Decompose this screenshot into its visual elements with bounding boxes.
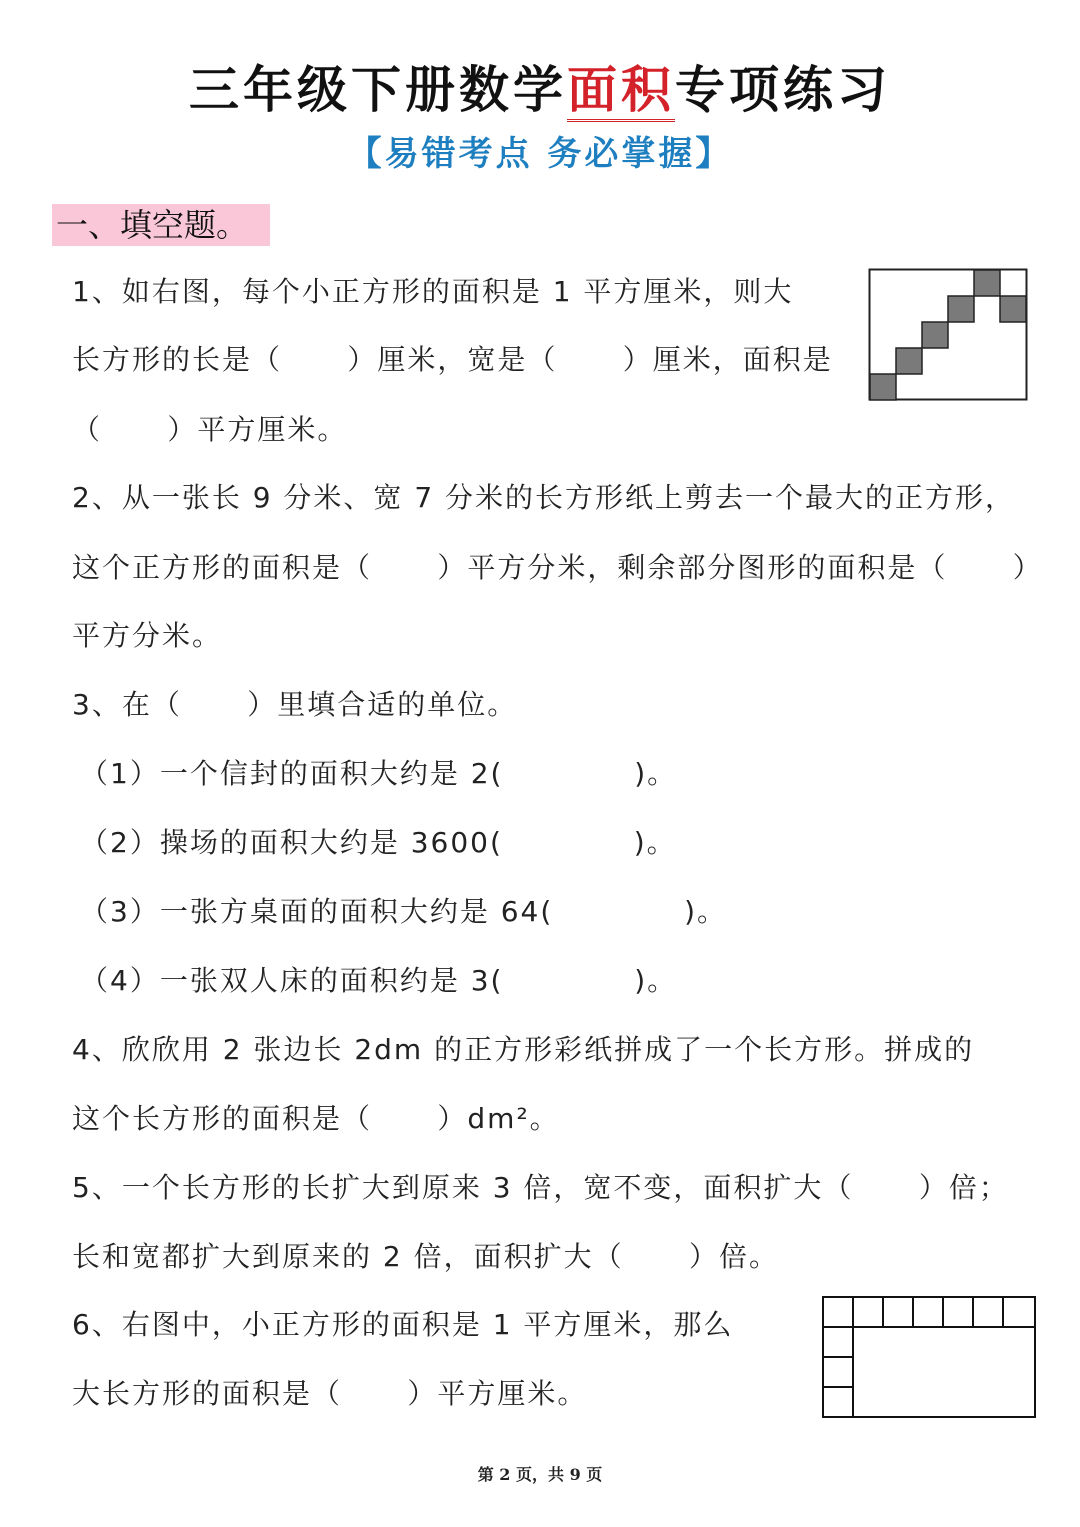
question-4-line-1: 4、欣欣用 2 张边长 2dm 的正方形彩纸拼成了一个长方形。拼成的 xyxy=(72,1033,975,1066)
question-3-item-4: （4）一张双人床的面积约是 3( )。 xyxy=(80,964,678,997)
page-title: 三年级下册数学面积专项练习 xyxy=(0,50,1080,122)
shaded-square xyxy=(1000,296,1026,322)
question-3-item-2: （2）操场的面积大约是 3600( )。 xyxy=(80,826,677,859)
question-2-line-3: 平方分米。 xyxy=(72,619,223,652)
question-3-item-1: （1）一个信封的面积大约是 2( )。 xyxy=(80,757,678,790)
question-6-line-2: 大长方形的面积是（ ）平方厘米。 xyxy=(72,1377,588,1410)
question-1-line-2: 长方形的长是（ ）厘米，宽是（ ）厘米，面积是 xyxy=(72,343,833,376)
question-3-item-3: （3）一张方桌面的面积大约是 64( )。 xyxy=(80,895,727,928)
question-5-line-1: 5、一个长方形的长扩大到原来 3 倍，宽不变，面积扩大（ ）倍； xyxy=(72,1171,1009,1204)
question-1-line-1: 1、如右图，每个小正方形的面积是 1 平方厘米，则大 xyxy=(72,275,794,308)
question-5-line-2: 长和宽都扩大到原来的 2 倍，面积扩大（ ）倍。 xyxy=(72,1240,780,1273)
page-subtitle: 【易错考点 务必掌握】 xyxy=(347,134,733,174)
title-highlight: 面积 xyxy=(567,60,675,122)
page-footer: 第 2 页，共 9 页 xyxy=(477,1465,603,1484)
section-heading: 一、填空题。 xyxy=(52,204,270,246)
question-6-line-1: 6、右图中，小正方形的面积是 1 平方厘米，那么 xyxy=(72,1308,734,1341)
question-6-figure xyxy=(820,1294,1038,1420)
question-1-line-3: （ ）平方厘米。 xyxy=(72,413,348,446)
shaded-square xyxy=(922,322,948,348)
question-2-line-1: 2、从一张长 9 分米、宽 7 分米的长方形纸上剪去一个最大的正方形， xyxy=(72,481,1016,514)
question-4-line-2: 这个长方形的面积是（ ）dm²。 xyxy=(72,1102,560,1135)
question-3: 3、在（ ）里填合适的单位。 xyxy=(72,688,518,721)
shaded-square xyxy=(948,296,974,322)
question-2-line-2: 这个正方形的面积是（ ）平方分米，剩余部分图形的面积是（ ） xyxy=(72,551,1043,584)
shaded-square xyxy=(870,374,896,400)
shaded-square xyxy=(974,270,1000,296)
question-1-figure xyxy=(868,268,1030,404)
shaded-square xyxy=(896,348,922,374)
